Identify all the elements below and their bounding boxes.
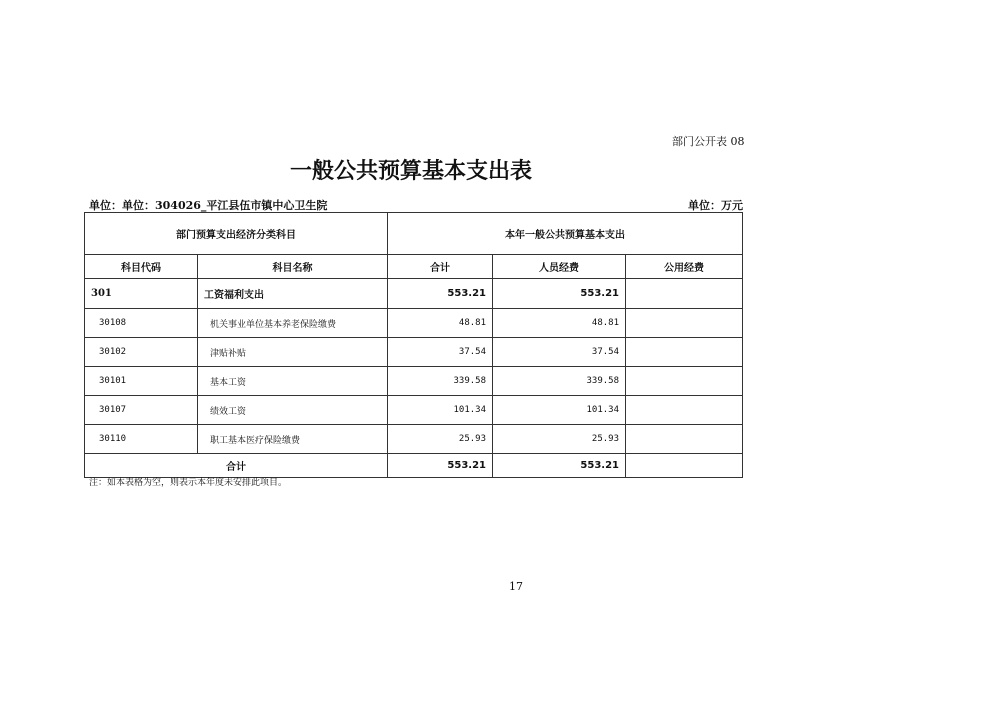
- cell-code: 30108: [85, 309, 198, 338]
- cell-name: 津贴补贴: [198, 338, 388, 367]
- table-header-group-row: [85, 213, 743, 255]
- cell-public: [626, 396, 743, 425]
- table-row: [85, 309, 743, 338]
- cell-public: [626, 338, 743, 367]
- cell-personnel: 553.21: [493, 454, 626, 478]
- unit-label-left: 单位：单位：304026_平江县伍市镇中心卫生院: [89, 199, 328, 212]
- cell-personnel: 101.34: [493, 396, 626, 425]
- cell-code: 30101: [85, 367, 198, 396]
- cell-total: 101.34: [388, 396, 493, 425]
- cell-total: 553.21: [388, 279, 493, 309]
- cell-total: 553.21: [388, 454, 493, 478]
- cell-personnel: 25.93: [493, 425, 626, 454]
- cell-personnel: 37.54: [493, 338, 626, 367]
- cell-personnel: 48.81: [493, 309, 626, 338]
- cell-code: 301: [85, 279, 198, 309]
- column-header-code: 科目代码: [85, 255, 198, 279]
- unit-label-right: 单位：万元: [688, 199, 743, 212]
- footnote: 注：如本表格为空，则表示本年度未安排此项目。: [89, 478, 288, 488]
- cell-code: 30110: [85, 425, 198, 454]
- cell-public: [626, 425, 743, 454]
- cell-name: 基本工资: [198, 367, 388, 396]
- table-row: [85, 425, 743, 454]
- page-title: [0, 154, 822, 185]
- header-group-economic-class: 部门预算支出经济分类科目: [85, 213, 388, 255]
- form-number: 部门公开表 08: [672, 135, 745, 148]
- cell-name: 机关事业单位基本养老保险缴费: [198, 309, 388, 338]
- cell-public: [626, 454, 743, 478]
- column-header-total: 合计: [388, 255, 493, 279]
- cell-code: 30102: [85, 338, 198, 367]
- column-header-personnel: 人员经费: [493, 255, 626, 279]
- cell-total: 25.93: [388, 425, 493, 454]
- column-header-name: 科目名称: [198, 255, 388, 279]
- cell-name: 绩效工资: [198, 396, 388, 425]
- table-row-total: [85, 454, 743, 478]
- cell-public: [626, 367, 743, 396]
- page-number: 17: [509, 580, 523, 593]
- cell-name: 工资福利支出: [198, 279, 388, 309]
- cell-code: 30107: [85, 396, 198, 425]
- cell-total: 48.81: [388, 309, 493, 338]
- column-header-public: 公用经费: [626, 255, 743, 279]
- table-column-header-row: [85, 255, 743, 279]
- header-group-basic-expenditure: 本年一般公共预算基本支出: [388, 213, 743, 255]
- cell-personnel: 339.58: [493, 367, 626, 396]
- table-row: [85, 367, 743, 396]
- page-title-text: 一般公共预算基本支出表: [289, 158, 532, 184]
- cell-public: [626, 279, 743, 309]
- cell-name: 职工基本医疗保险缴费: [198, 425, 388, 454]
- table-row-main: [85, 279, 743, 309]
- cell-public: [626, 309, 743, 338]
- budget-table: [84, 212, 743, 478]
- cell-personnel: 553.21: [493, 279, 626, 309]
- cell-total: 37.54: [388, 338, 493, 367]
- cell-total-label: 合计: [85, 454, 388, 478]
- table-row: [85, 338, 743, 367]
- table-row: [85, 396, 743, 425]
- cell-total: 339.58: [388, 367, 493, 396]
